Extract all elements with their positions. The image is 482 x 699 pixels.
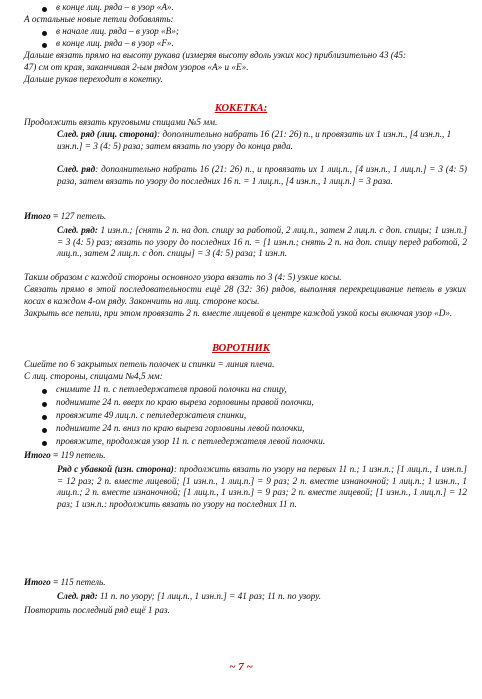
bullet-marker: [42, 415, 47, 420]
row-label: След. ряд:: [57, 225, 98, 235]
row-label: След. ряд: [57, 164, 96, 174]
row-label: След. ряд (лиц. сторона): [57, 129, 158, 139]
page-number: ~ 7 ~: [229, 661, 253, 673]
row-label: След. ряд:: [57, 591, 98, 601]
bullet-marker: [42, 428, 47, 433]
bullet-marker: [42, 43, 47, 48]
paragraph: Связать прямо в этой последовательности ещё 28 (32: 36) рядов, выполняя перекрещивание петель в узких косах в каждом 4-ом ряду. Закончить на лиц. стороне косы.: [24, 284, 469, 306]
stitch-total: [24, 450, 106, 462]
bullet-marker: [42, 402, 47, 407]
list-item: провяжите 49 лиц.п. с петледержателя спинки,: [56, 410, 247, 420]
bullet-marker: [42, 389, 47, 394]
text-line: Дальше вязать прямо на высоту рукава (измеряя высоту вдоль узких кос) приблизительно 43 (45:: [24, 50, 407, 60]
total-label: Итого =: [24, 577, 59, 587]
total-label: Итого =: [24, 211, 59, 221]
text-line: в конце лиц. ряда – в узор «F».: [56, 38, 174, 48]
list-item: снимите 11 п. с петледержателя правой полочки на спицу,: [56, 384, 287, 394]
paragraph: [57, 464, 470, 510]
total-value: 115 петель.: [58, 577, 106, 587]
total-label: Итого =: [24, 450, 59, 460]
text-line: 47) см от края, заканчивая 2-ым рядом узоров «A» и «E».: [24, 62, 249, 72]
section-heading-vorotnik: ВОРОТНИК: [212, 343, 270, 354]
row-label: Ряд с убавкой (изн. сторона): [57, 464, 174, 474]
paragraph: Повторить последний ряд ещё 1 раз.: [24, 605, 170, 615]
bullet-marker: [42, 7, 47, 12]
text-line: в начале лиц. ряда – в узор «B»;: [56, 26, 179, 36]
bullet-marker: [42, 31, 47, 36]
row-instructions: : дополнительно набрать 16 (21: 26) п., и провязать их 1 лиц.п., [4 изн.п., 1 лиц.п.] = 3 (4: 5) раза, затем вязать по узору до последних 16 п. = 1 лиц.п., [4 изн.п., 1 лиц.п.] = 3 раза.: [57, 164, 470, 186]
section-heading-koketka: КОКЕТКА:: [214, 103, 268, 114]
paragraph: [57, 591, 321, 603]
total-value: 119 петель.: [58, 450, 106, 460]
list-item: поднимите 24 п. вниз по краю выреза горловины левой полочки,: [56, 423, 305, 433]
paragraph: С лиц. стороны, спицами №4,5 мм:: [24, 371, 163, 381]
row-instructions: 11 п. по узору; [1 лиц.п., 1 изн.п.] = 41 раз; 11 п. по узору.: [97, 591, 322, 601]
paragraph: Сшейте по 6 закрытых петель полочек и спинки = линия плеча.: [24, 359, 275, 369]
stitch-total: [24, 577, 106, 589]
paragraph: Закрыть все петли, при этом провязать 2 п. вместе лицевой в центре каждой узкой косы включая узор «D».: [24, 308, 453, 318]
text-line: А остальные новые петли добавлять:: [24, 14, 174, 24]
total-value: 127 петель.: [58, 211, 107, 221]
list-item: провяжите, продолжая узор 11 п. с петледержателя левой полочки.: [56, 436, 326, 446]
list-item: поднимите 24 п. вверх по краю выреза горловины правой полочки,: [56, 397, 314, 407]
paragraph: [57, 129, 467, 152]
text-line: в конце лиц. ряда – в узор «A».: [56, 2, 174, 12]
stitch-total: [24, 211, 106, 223]
paragraph: Продолжить вязать круговыми спицами №5 мм.: [24, 117, 218, 127]
row-instructions: : дополнительно набрать 16 (21: 26) п., и провязать их 1 изн.п., [4 изн.п., 1 изн.п.] = 3 (4: 5) раза; затем вязать по узору до конца ряда.: [57, 129, 454, 151]
row-instructions: : продолжить вязать по узору на первых 11 п.; 1 изн.п.; [1 лиц.п., 1 изн.п.] = 12 раз; 2 п. вместе лицевой; [1 изн.п., 1 лиц.п.] = 9 раз; 2 п. вместе изнаночной; 1 лиц.п.; 1 изн.п., 1 лиц.п.; 2 п. вместе изнаночной; [1 лиц.п., 1 изн.п.] = 9 раз; 2 п. вместе лицевой; [1 изн.п., 1 лиц.п.] = 12 раз; 1 изн.п.: продолжить вязать по узору на последних 11 п.: [57, 464, 470, 509]
paragraph: Таким образом с каждой стороны основного узора вязать по 3 (4: 5) узкие косы.: [24, 272, 342, 282]
row-instructions: 1 изн.п.; [снять 2 п. на доп. спицу за работой, 2 лиц.п., затем 2 лиц.п. с доп. спицы; 1 изн.п.] = 3 (4: 5) раз; вязать по узору до последних 16 п. = [1 изн.п.; снять 2 п. на доп. спицу перед работой, 2 лиц.п., затем 2 лиц.п. с доп. спицы] = 3 (4: 5) раза; 1 изн.п.: [57, 225, 470, 259]
bullet-marker: [42, 441, 47, 446]
paragraph: [57, 164, 470, 187]
text-line: Дальше рукав переходит в кокетку.: [24, 74, 163, 84]
paragraph: [57, 225, 470, 260]
